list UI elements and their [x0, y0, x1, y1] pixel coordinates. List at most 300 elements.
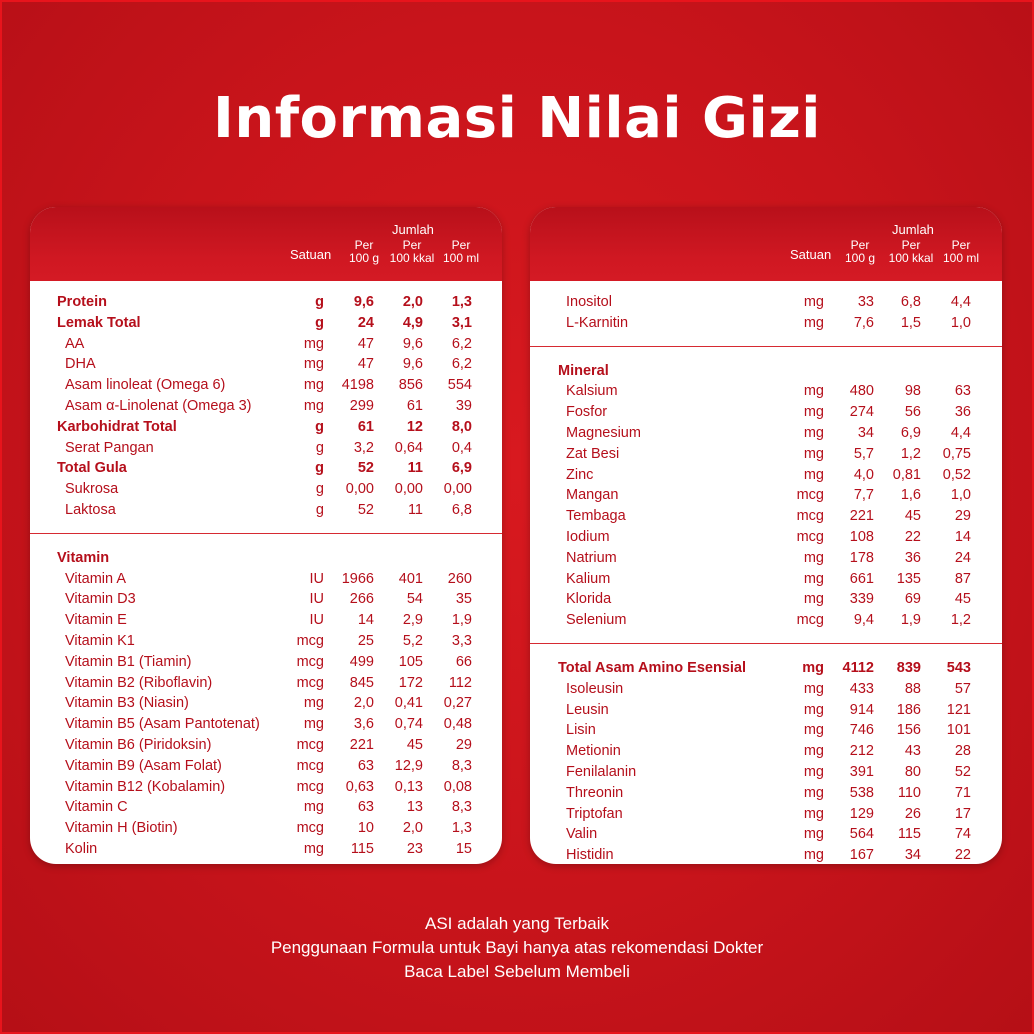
value-per-100ml: 57 — [954, 680, 971, 697]
value-per-100g: 61 — [357, 418, 374, 435]
value-per-100ml: 0,52 — [942, 466, 971, 483]
nutrient-name: Total Gula — [57, 460, 127, 477]
value-per-100kkal: 13 — [406, 799, 423, 816]
table-row — [30, 417, 502, 437]
nutrient-name: Kalium — [566, 570, 611, 587]
nutrient-name: Vitamin K1 — [65, 633, 135, 649]
value-per-100g: 33 — [857, 294, 874, 310]
nutrient-name: Zat Besi — [566, 445, 620, 462]
nutrition-table-right — [530, 207, 1002, 864]
value-per-100ml: 3,1 — [451, 314, 472, 331]
nutrient-unit: mg — [803, 404, 824, 421]
value-per-100ml: 4,4 — [950, 425, 971, 441]
table-row — [530, 589, 1002, 609]
nutrient-name: Fosfor — [566, 404, 608, 421]
table-row — [30, 354, 502, 374]
value-per-100g: 0,00 — [345, 481, 374, 498]
value-per-100ml: 71 — [954, 784, 971, 801]
value-per-100kkal: 0,64 — [394, 439, 423, 456]
value-per-100kkal: 11 — [407, 502, 423, 518]
section-divider — [530, 346, 1002, 347]
nutrient-name: Vitamin B3 (Niasin) — [65, 695, 189, 712]
value-per-100ml: 6,8 — [451, 502, 472, 518]
nutrient-unit: mg — [803, 383, 824, 400]
value-per-100kkal: 856 — [398, 377, 423, 394]
value-per-100g: 0,63 — [345, 778, 374, 795]
value-per-100kkal: 9,6 — [402, 335, 423, 352]
table-row — [530, 610, 1002, 630]
value-per-100ml: 1,3 — [451, 294, 472, 310]
table-row — [30, 569, 502, 589]
nutrient-unit: g — [315, 502, 324, 518]
value-per-100ml: 121 — [946, 701, 971, 718]
table-row — [530, 569, 1002, 589]
table-row — [530, 679, 1002, 699]
value-per-100ml: 1,0 — [950, 487, 971, 504]
section-divider — [30, 533, 502, 534]
value-per-100kkal: 43 — [904, 743, 921, 760]
table-row — [530, 741, 1002, 761]
value-per-100ml: 554 — [447, 377, 472, 394]
value-per-100ml: 29 — [954, 508, 971, 525]
table-row — [30, 818, 502, 838]
value-per-100g: 7,7 — [853, 487, 874, 504]
value-per-100kkal: 22 — [904, 529, 921, 545]
table-row — [530, 361, 1002, 381]
value-per-100kkal: 839 — [896, 660, 921, 676]
value-per-100ml: 66 — [455, 653, 472, 670]
value-per-100ml: 0,48 — [443, 716, 472, 733]
nutrient-unit: mg — [802, 660, 824, 676]
header-per-100g: Per 100 g — [348, 238, 380, 265]
value-per-100g: 4112 — [842, 660, 874, 676]
nutrient-name: Valin — [566, 826, 598, 843]
value-per-100ml: 1,0 — [950, 314, 971, 331]
value-per-100kkal: 23 — [406, 841, 423, 857]
value-per-100kkal: 110 — [897, 784, 921, 801]
value-per-100g: 47 — [357, 335, 374, 352]
nutrient-unit: mg — [803, 847, 824, 864]
header-per-100ml: Per 100 ml — [442, 238, 480, 265]
value-per-100g: 746 — [849, 722, 874, 739]
value-per-100ml: 0,75 — [942, 445, 971, 462]
nutrient-name: Vitamin — [57, 549, 110, 566]
table-row — [30, 396, 502, 416]
value-per-100kkal: 0,00 — [394, 481, 423, 498]
value-per-100kkal: 156 — [896, 722, 921, 739]
value-per-100g: 266 — [349, 591, 374, 608]
table-row — [530, 402, 1002, 422]
value-per-100ml: 1,2 — [950, 612, 971, 629]
value-per-100g: 391 — [849, 764, 874, 780]
nutrient-name: Protein — [57, 294, 107, 310]
value-per-100ml: 87 — [954, 570, 971, 587]
value-per-100ml: 63 — [954, 383, 971, 400]
nutrient-unit: mg — [803, 701, 824, 718]
value-per-100g: 4198 — [341, 377, 374, 394]
nutrient-name: Histidin — [566, 847, 614, 864]
nutrient-unit: g — [315, 418, 324, 435]
table-row — [530, 506, 1002, 526]
table-row — [30, 839, 502, 859]
footer-line: ASI adalah yang Terbaik — [425, 914, 609, 933]
header-jumlah: Jumlah — [392, 222, 434, 237]
value-per-100g: 108 — [849, 529, 874, 545]
nutrient-unit: mg — [303, 799, 324, 816]
nutrient-name: Magnesium — [566, 425, 641, 441]
table-row — [30, 777, 502, 797]
value-per-100kkal: 6,9 — [900, 425, 921, 441]
table-row — [30, 375, 502, 395]
nutrient-name: Serat Pangan — [65, 439, 154, 456]
nutrient-name: Vitamin B9 (Asam Folat) — [65, 757, 222, 774]
nutrient-unit: mg — [803, 294, 824, 310]
nutrient-name: Vitamin E — [65, 612, 127, 629]
value-per-100kkal: 9,6 — [402, 356, 423, 373]
footer-line: Baca Label Sebelum Membeli — [404, 962, 630, 981]
value-per-100g: 7,6 — [853, 314, 874, 331]
nutrient-name: Sukrosa — [65, 481, 119, 498]
nutrient-unit: mg — [303, 377, 324, 394]
value-per-100kkal: 11 — [407, 460, 423, 477]
header-jumlah: Jumlah — [892, 222, 934, 237]
nutrient-unit: mg — [803, 805, 824, 822]
value-per-100kkal: 2,0 — [402, 820, 423, 837]
value-per-100kkal: 172 — [398, 674, 423, 691]
nutrient-unit: mg — [803, 764, 824, 780]
value-per-100ml: 15 — [455, 841, 472, 857]
nutrient-unit: mg — [803, 591, 824, 608]
nutrient-name: Klorida — [566, 591, 612, 608]
nutrient-name: Lemak Total — [57, 314, 141, 331]
nutrient-name: Leusin — [566, 701, 609, 718]
nutrient-name: Kolin — [65, 841, 98, 857]
value-per-100g: 1966 — [341, 570, 374, 587]
nutrient-unit: mg — [303, 398, 324, 414]
nutrient-name: Selenium — [566, 612, 627, 629]
value-per-100ml: 0,00 — [443, 481, 472, 498]
value-per-100kkal: 34 — [904, 847, 921, 864]
value-per-100g: 47 — [357, 356, 374, 373]
nutrient-name: Kalsium — [566, 383, 618, 400]
nutrient-unit: g — [315, 314, 324, 331]
table-row — [30, 735, 502, 755]
table-row — [530, 700, 1002, 720]
footer-notice — [0, 912, 1034, 984]
footer-line: Penggunaan Formula untuk Bayi hanya atas rekomendasi Dokter — [270, 938, 764, 957]
nutrient-unit: mcg — [796, 508, 824, 525]
value-per-100g: 914 — [849, 701, 874, 718]
value-per-100kkal: 0,41 — [394, 695, 423, 712]
nutrient-unit: g — [315, 460, 324, 477]
nutrient-unit: mg — [303, 356, 324, 373]
nutrient-name: Isoleusin — [566, 680, 624, 697]
value-per-100ml: 6,2 — [451, 335, 472, 352]
value-per-100g: 480 — [849, 383, 874, 400]
nutrient-name: Asam α-Linolenat (Omega 3) — [65, 398, 252, 414]
table-row — [30, 479, 502, 499]
value-per-100kkal: 135 — [896, 570, 921, 587]
value-per-100ml: 22 — [954, 847, 971, 864]
value-per-100ml: 8,3 — [451, 799, 472, 816]
table-row — [530, 658, 1002, 678]
nutrient-name: Zinc — [566, 466, 594, 483]
nutrient-unit: IU — [309, 591, 324, 608]
value-per-100g: 9,6 — [353, 294, 374, 310]
value-per-100kkal: 1,9 — [900, 612, 921, 629]
nutrient-name: Total Asam Amino Esensial — [558, 660, 747, 676]
value-per-100g: 34 — [857, 425, 874, 441]
nutrient-unit: IU — [309, 612, 324, 629]
header-satuan: Satuan — [290, 247, 332, 262]
table-row — [530, 783, 1002, 803]
table-row — [30, 652, 502, 672]
table-header-left — [30, 207, 502, 281]
value-per-100ml: 543 — [946, 660, 971, 676]
nutrient-unit: mg — [803, 826, 824, 843]
nutrient-unit: mcg — [796, 487, 824, 504]
value-per-100kkal: 2,9 — [402, 612, 423, 629]
value-per-100g: 167 — [849, 847, 874, 864]
value-per-100ml: 6,2 — [451, 356, 472, 373]
value-per-100ml: 0,4 — [451, 439, 472, 456]
value-per-100ml: 0,27 — [443, 695, 472, 712]
table-row — [530, 381, 1002, 401]
value-per-100kkal: 45 — [406, 737, 423, 753]
value-per-100ml: 24 — [954, 549, 971, 566]
nutrient-name: Vitamin A — [65, 570, 126, 587]
value-per-100kkal: 0,13 — [394, 778, 423, 795]
value-per-100g: 274 — [849, 404, 874, 421]
value-per-100kkal: 56 — [904, 404, 921, 421]
value-per-100g: 564 — [849, 826, 874, 843]
value-per-100ml: 45 — [954, 591, 971, 608]
header-satuan: Satuan — [790, 247, 832, 262]
table-row — [30, 500, 502, 520]
value-per-100kkal: 6,8 — [900, 294, 921, 310]
nutrient-name: Vitamin B2 (Riboflavin) — [65, 674, 213, 691]
value-per-100g: 661 — [849, 570, 874, 587]
nutrient-name: Triptofan — [566, 805, 623, 822]
value-per-100g: 10 — [357, 820, 374, 837]
value-per-100g: 339 — [849, 591, 874, 608]
value-per-100ml: 112 — [448, 674, 472, 691]
value-per-100kkal: 4,9 — [402, 314, 423, 331]
value-per-100g: 5,7 — [853, 445, 874, 462]
value-per-100ml: 1,3 — [451, 820, 472, 837]
value-per-100g: 178 — [849, 549, 874, 566]
nutrient-unit: mg — [803, 570, 824, 587]
value-per-100ml: 36 — [954, 404, 971, 421]
nutrient-name: Karbohidrat Total — [57, 418, 177, 435]
table-header-right — [530, 207, 1002, 281]
value-per-100ml: 74 — [954, 826, 971, 843]
value-per-100g: 24 — [357, 314, 374, 331]
value-per-100kkal: 105 — [398, 653, 423, 670]
table-row — [30, 313, 502, 333]
nutrient-unit: mcg — [296, 653, 324, 670]
table-row — [30, 458, 502, 478]
nutrient-unit: mg — [303, 695, 324, 712]
value-per-100ml: 14 — [954, 529, 971, 545]
nutrient-unit: mcg — [796, 612, 824, 629]
nutrient-unit: mg — [803, 743, 824, 760]
value-per-100ml: 0,08 — [443, 778, 472, 795]
table-row — [30, 756, 502, 776]
section-divider — [530, 643, 1002, 644]
value-per-100ml: 35 — [455, 591, 472, 608]
nutrient-name: Vitamin B6 (Piridoksin) — [65, 737, 212, 753]
nutrient-name: Laktosa — [65, 502, 116, 518]
value-per-100kkal: 5,2 — [402, 633, 423, 649]
nutrient-unit: mcg — [296, 820, 324, 837]
nutrient-unit: mcg — [296, 778, 324, 795]
header-per-100kkal: Per 100 kkal — [888, 238, 934, 265]
nutrient-unit: mcg — [296, 633, 324, 649]
nutrient-unit: mg — [803, 549, 824, 566]
nutrient-name: Lisin — [566, 722, 596, 739]
value-per-100ml: 1,9 — [451, 612, 472, 629]
table-row — [530, 465, 1002, 485]
value-per-100kkal: 0,81 — [892, 466, 921, 483]
nutrient-unit: mg — [803, 680, 824, 697]
value-per-100kkal: 0,74 — [394, 716, 423, 733]
value-per-100g: 3,2 — [353, 439, 374, 456]
nutrient-unit: IU — [309, 570, 324, 587]
table-row — [30, 438, 502, 458]
value-per-100kkal: 45 — [904, 508, 921, 525]
value-per-100g: 63 — [357, 757, 374, 774]
table-row — [30, 334, 502, 354]
value-per-100kkal: 54 — [406, 591, 423, 608]
nutrient-unit: mg — [803, 722, 824, 739]
table-row — [30, 610, 502, 630]
header-per-100ml: Per 100 ml — [942, 238, 980, 265]
nutrient-name: Fenilalanin — [566, 764, 637, 780]
value-per-100kkal: 401 — [398, 570, 423, 587]
nutrient-name: Vitamin B12 (Kobalamin) — [65, 778, 226, 795]
value-per-100g: 52 — [357, 502, 374, 518]
value-per-100g: 221 — [849, 508, 874, 525]
nutrient-name: Iodium — [566, 529, 610, 545]
table-row — [530, 720, 1002, 740]
value-per-100kkal: 12 — [406, 418, 423, 435]
value-per-100kkal: 2,0 — [402, 294, 423, 310]
nutrient-name: Vitamin B5 (Asam Pantotenat) — [65, 716, 260, 733]
value-per-100g: 433 — [849, 680, 874, 697]
value-per-100kkal: 186 — [896, 701, 921, 718]
table-row — [530, 804, 1002, 824]
value-per-100kkal: 1,5 — [900, 314, 921, 331]
table-row — [530, 527, 1002, 547]
table-row — [530, 423, 1002, 443]
value-per-100kkal: 88 — [904, 680, 921, 697]
nutrient-unit: g — [315, 439, 324, 456]
value-per-100ml: 4,4 — [950, 294, 971, 310]
value-per-100g: 4,0 — [853, 466, 874, 483]
nutrient-unit: mcg — [296, 674, 324, 691]
value-per-100ml: 3,3 — [451, 633, 472, 649]
value-per-100kkal: 61 — [406, 398, 423, 414]
value-per-100g: 115 — [350, 841, 374, 857]
nutrient-unit: mg — [803, 466, 824, 483]
nutrient-name: Natrium — [566, 549, 617, 566]
value-per-100ml: 6,9 — [451, 460, 472, 477]
table-row — [530, 444, 1002, 464]
value-per-100g: 212 — [849, 743, 874, 760]
nutrient-unit: mg — [803, 314, 824, 331]
nutrient-name: Asam linoleat (Omega 6) — [65, 377, 226, 394]
value-per-100g: 9,4 — [853, 612, 874, 629]
value-per-100kkal: 26 — [904, 805, 921, 822]
value-per-100g: 499 — [349, 653, 374, 670]
nutrient-name: Tembaga — [566, 508, 626, 525]
table-row — [30, 292, 502, 312]
value-per-100kkal: 1,6 — [900, 487, 921, 504]
table-row — [530, 292, 1002, 312]
value-per-100g: 14 — [357, 612, 374, 629]
table-row — [530, 824, 1002, 844]
value-per-100ml: 17 — [954, 805, 971, 822]
table-row — [530, 313, 1002, 333]
value-per-100ml: 28 — [954, 743, 971, 760]
value-per-100kkal: 69 — [904, 591, 921, 608]
nutrient-name: Vitamin C — [65, 799, 128, 816]
table-row — [530, 548, 1002, 568]
value-per-100ml: 8,0 — [451, 418, 472, 435]
nutrient-name: Vitamin H (Biotin) — [65, 820, 178, 837]
table-row — [530, 845, 1002, 864]
table-row — [530, 485, 1002, 505]
nutrient-name: AA — [65, 335, 85, 352]
nutrient-unit: mg — [803, 445, 824, 462]
nutrient-unit: mg — [303, 716, 324, 733]
nutrient-unit: mcg — [296, 757, 324, 774]
header-per-100g: Per 100 g — [844, 238, 876, 265]
nutrient-name: Metionin — [566, 743, 621, 760]
value-per-100kkal: 98 — [904, 383, 921, 400]
value-per-100ml: 101 — [946, 722, 971, 739]
value-per-100g: 538 — [849, 784, 874, 801]
table-row — [530, 762, 1002, 782]
nutrient-name: Mineral — [558, 362, 609, 379]
nutrient-name: Inositol — [566, 294, 612, 310]
nutrient-unit: mcg — [296, 737, 324, 753]
value-per-100ml: 39 — [455, 398, 472, 414]
nutrient-name: L-Karnitin — [566, 314, 629, 331]
value-per-100g: 2,0 — [353, 695, 374, 712]
value-per-100g: 52 — [357, 460, 374, 477]
nutrient-name: Mangan — [566, 487, 619, 504]
value-per-100g: 25 — [357, 633, 374, 649]
value-per-100ml: 52 — [954, 764, 971, 780]
nutrient-name: Vitamin B1 (Tiamin) — [65, 653, 192, 670]
nutrient-unit: mg — [803, 425, 824, 441]
table-row — [30, 589, 502, 609]
nutrient-unit: g — [315, 294, 324, 310]
nutrient-name: Vitamin D3 — [65, 591, 136, 608]
value-per-100kkal: 36 — [904, 549, 921, 566]
value-per-100ml: 260 — [447, 570, 472, 587]
value-per-100g: 299 — [349, 398, 374, 414]
value-per-100kkal: 115 — [897, 826, 921, 843]
value-per-100kkal: 80 — [904, 764, 921, 780]
table-row — [30, 714, 502, 734]
nutrient-name: Threonin — [566, 784, 624, 801]
nutrient-unit: mg — [303, 335, 324, 352]
value-per-100g: 129 — [849, 805, 874, 822]
header-per-100kkal: Per 100 kkal — [389, 238, 435, 265]
